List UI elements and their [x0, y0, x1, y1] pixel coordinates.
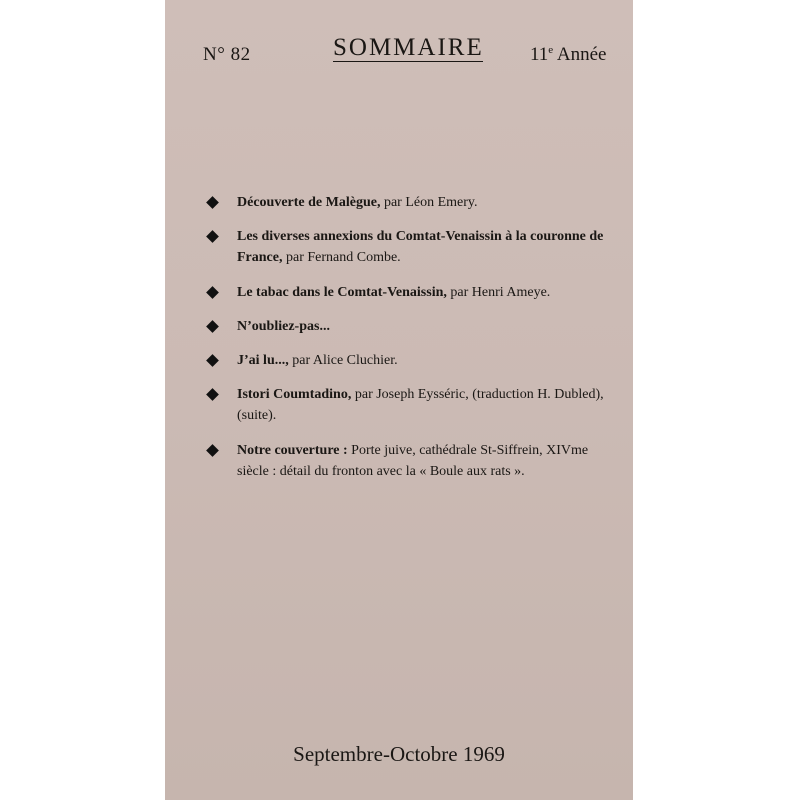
- year-label: [530, 44, 606, 66]
- entry-title: N’oubliez-pas...: [237, 319, 330, 334]
- entry-title: Notre couverture :: [237, 443, 348, 458]
- year-word: Année: [553, 44, 607, 65]
- diamond-bullet-icon: [206, 444, 219, 457]
- list-item: [205, 226, 623, 268]
- entry-title: J’ai lu...,: [237, 353, 289, 368]
- page-header: [165, 34, 633, 74]
- list-item: [205, 316, 623, 337]
- journal-page: [165, 0, 633, 800]
- issue-number: N° 82: [203, 44, 251, 65]
- entry-author: par Joseph Eysséric, (traduction H. Dubled), (suite).: [237, 387, 604, 423]
- entry-author: par Léon Emery.: [380, 195, 478, 210]
- diamond-bullet-icon: [206, 388, 219, 401]
- list-item: [205, 440, 623, 482]
- entry-title: Les diverses annexions du Comtat-Venaissin à la couronne de France,: [237, 229, 604, 265]
- entry-title: Le tabac dans le Comtat-Venaissin,: [237, 285, 447, 300]
- entry-author: par Alice Cluchier.: [288, 353, 398, 368]
- entry-title: Découverte de Malègue,: [237, 195, 381, 210]
- diamond-bullet-icon: [206, 196, 219, 209]
- contents-list: [205, 192, 623, 482]
- publication-date: Septembre-Octobre 1969: [293, 742, 505, 766]
- year-ordinal-suffix: e: [548, 44, 554, 56]
- entry-title: Istori Coumtadino,: [237, 387, 352, 402]
- list-item: [205, 350, 623, 371]
- entry-author: par Fernand Combe.: [282, 250, 401, 265]
- heading-underline: [333, 61, 483, 62]
- diamond-bullet-icon: [206, 354, 219, 367]
- contents-heading: SOMMAIRE: [333, 34, 484, 61]
- list-item: [205, 282, 623, 303]
- list-item: [205, 192, 623, 213]
- diamond-bullet-icon: [206, 320, 219, 333]
- year-number: 11: [530, 44, 549, 65]
- entry-author: Porte juive, cathédrale St-Siffrein, XIVme siècle : détail du fronton avec la « Boule aux rats ».: [237, 443, 589, 479]
- list-item: [205, 384, 623, 426]
- diamond-bullet-icon: [206, 230, 219, 243]
- entry-author: par Henri Ameye.: [446, 285, 551, 300]
- diamond-bullet-icon: [206, 286, 219, 299]
